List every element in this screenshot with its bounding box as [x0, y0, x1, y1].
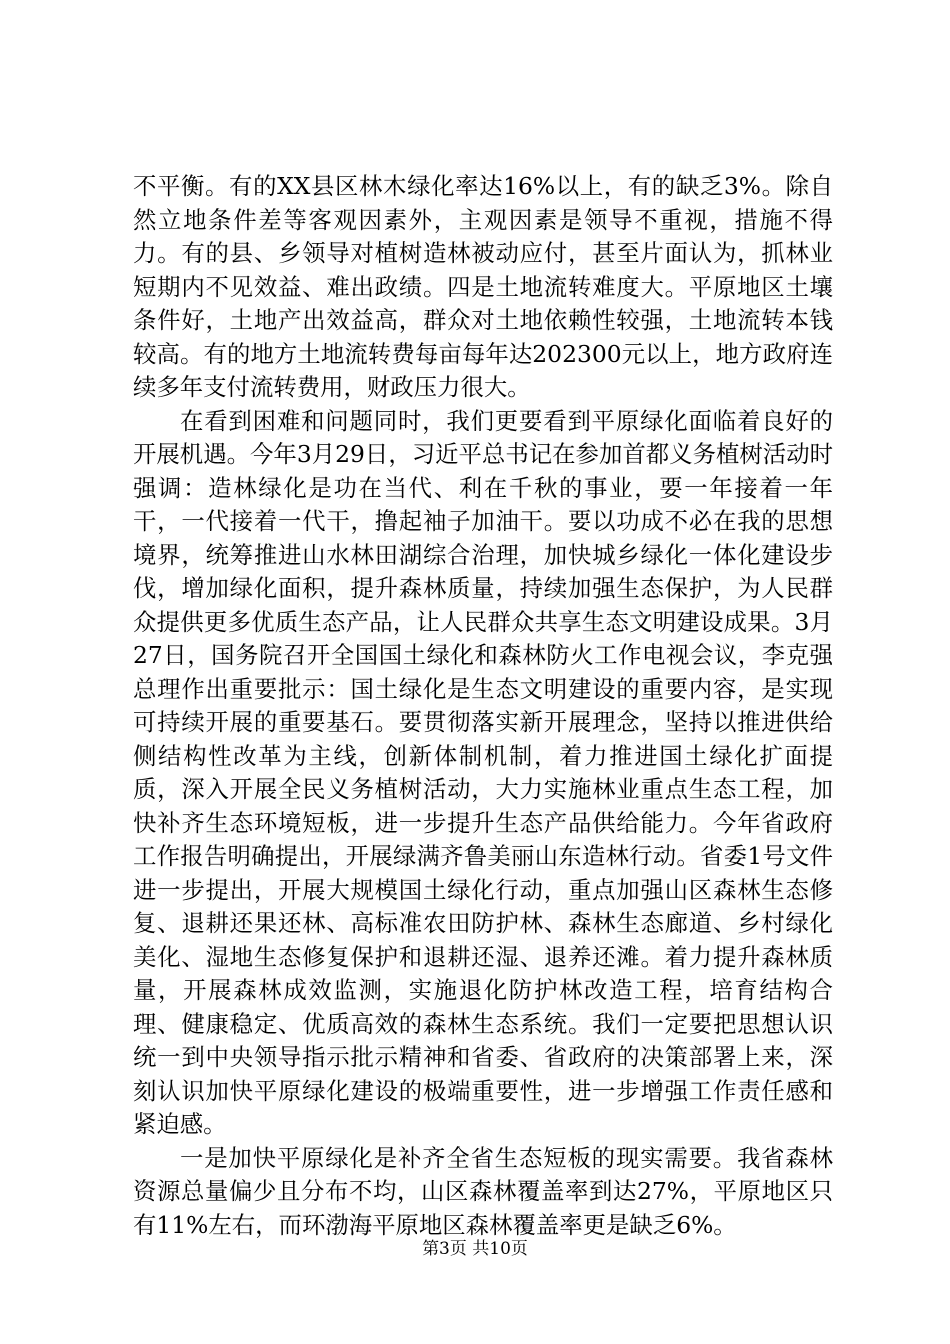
paragraph-first-point: 一是加快平原绿化是补齐全省生态短板的现实需要。我省森林资源总量偏少且分布不均，山区森林覆盖率到达27%，平原地区只有11%左右，而环渤海平原地区森林覆盖率更是缺乏6%。	[133, 1143, 833, 1239]
paragraph-continuation: 不平衡。有的XX县区林木绿化率达16%以上，有的缺乏3%。除自然立地条件差等客观因素外，主观因素是领导不重视，措施不得力。有的县、乡领导对植树造林被动应付，甚至片面认为，抓林业短期内不见效益、难出政绩。四是土地流转难度大。平原地区土壤条件好，土地产出效益高，群众对土地依赖性较强，土地流转本钱较高。有的地方土地流转费每亩每年达202300元以上，地方政府连续多年支付流转费用，财政压力很大。	[133, 172, 833, 401]
page-footer: 第3页 共10页	[422, 1239, 528, 1259]
document-body	[133, 170, 833, 1242]
paragraph-opportunity: 在看到困难和问题同时，我们更要看到平原绿化面临着良好的开展机遇。今年3月29日，习近平总书记在参加首都义务植树活动时强调：造林绿化是功在当代、利在千秋的事业，要一年接着一年干，一代接着一代干，撸起袖子加油干。要以功成不必在我的思想境界，统筹推进山水林田湖综合治理，加快城乡绿化一体化建设步伐，增加绿化面积，提升森林质量，持续加强生态保护，为人民群众提供更多优质生态产品，让人民群众共享生态文明建设成果。3月27日，国务院召开全国国土绿化和森林防火工作电视会议，李克强总理作出重要批示：国土绿化是生态文明建设的重要内容，是实现可持续开展的重要基石。要贯彻落实新开展理念，坚持以推进供给侧结构性改革为主线，创新体制机制，着力推进国土绿化扩面提质，深入开展全民义务植树活动，大力实施林业重点生态工程，加快补齐生态环境短板，进一步提升生态产品供给能力。今年省政府工作报告明确提出，开展绿满齐鲁美丽山东造林行动。省委1号文件进一步提出，开展大规模国土绿化行动，重点加强山区森林生态修复、退耕还果还林、高标准农田防护林、森林生态廊道、乡村绿化美化、湿地生态修复保护和退耕还湿、退养还滩。着力提升森林质量，开展森林成效监测，实施退化防护林改造工程，培育结构合理、健康稳定、优质高效的森林生态系统。我们一定要把思想认识统一到中央领导指示批示精神和省委、省政府的决策部署上来，深刻认识加快平原绿化建设的极端重要性，进一步增强工作责任感和紧迫感。	[133, 406, 833, 1138]
